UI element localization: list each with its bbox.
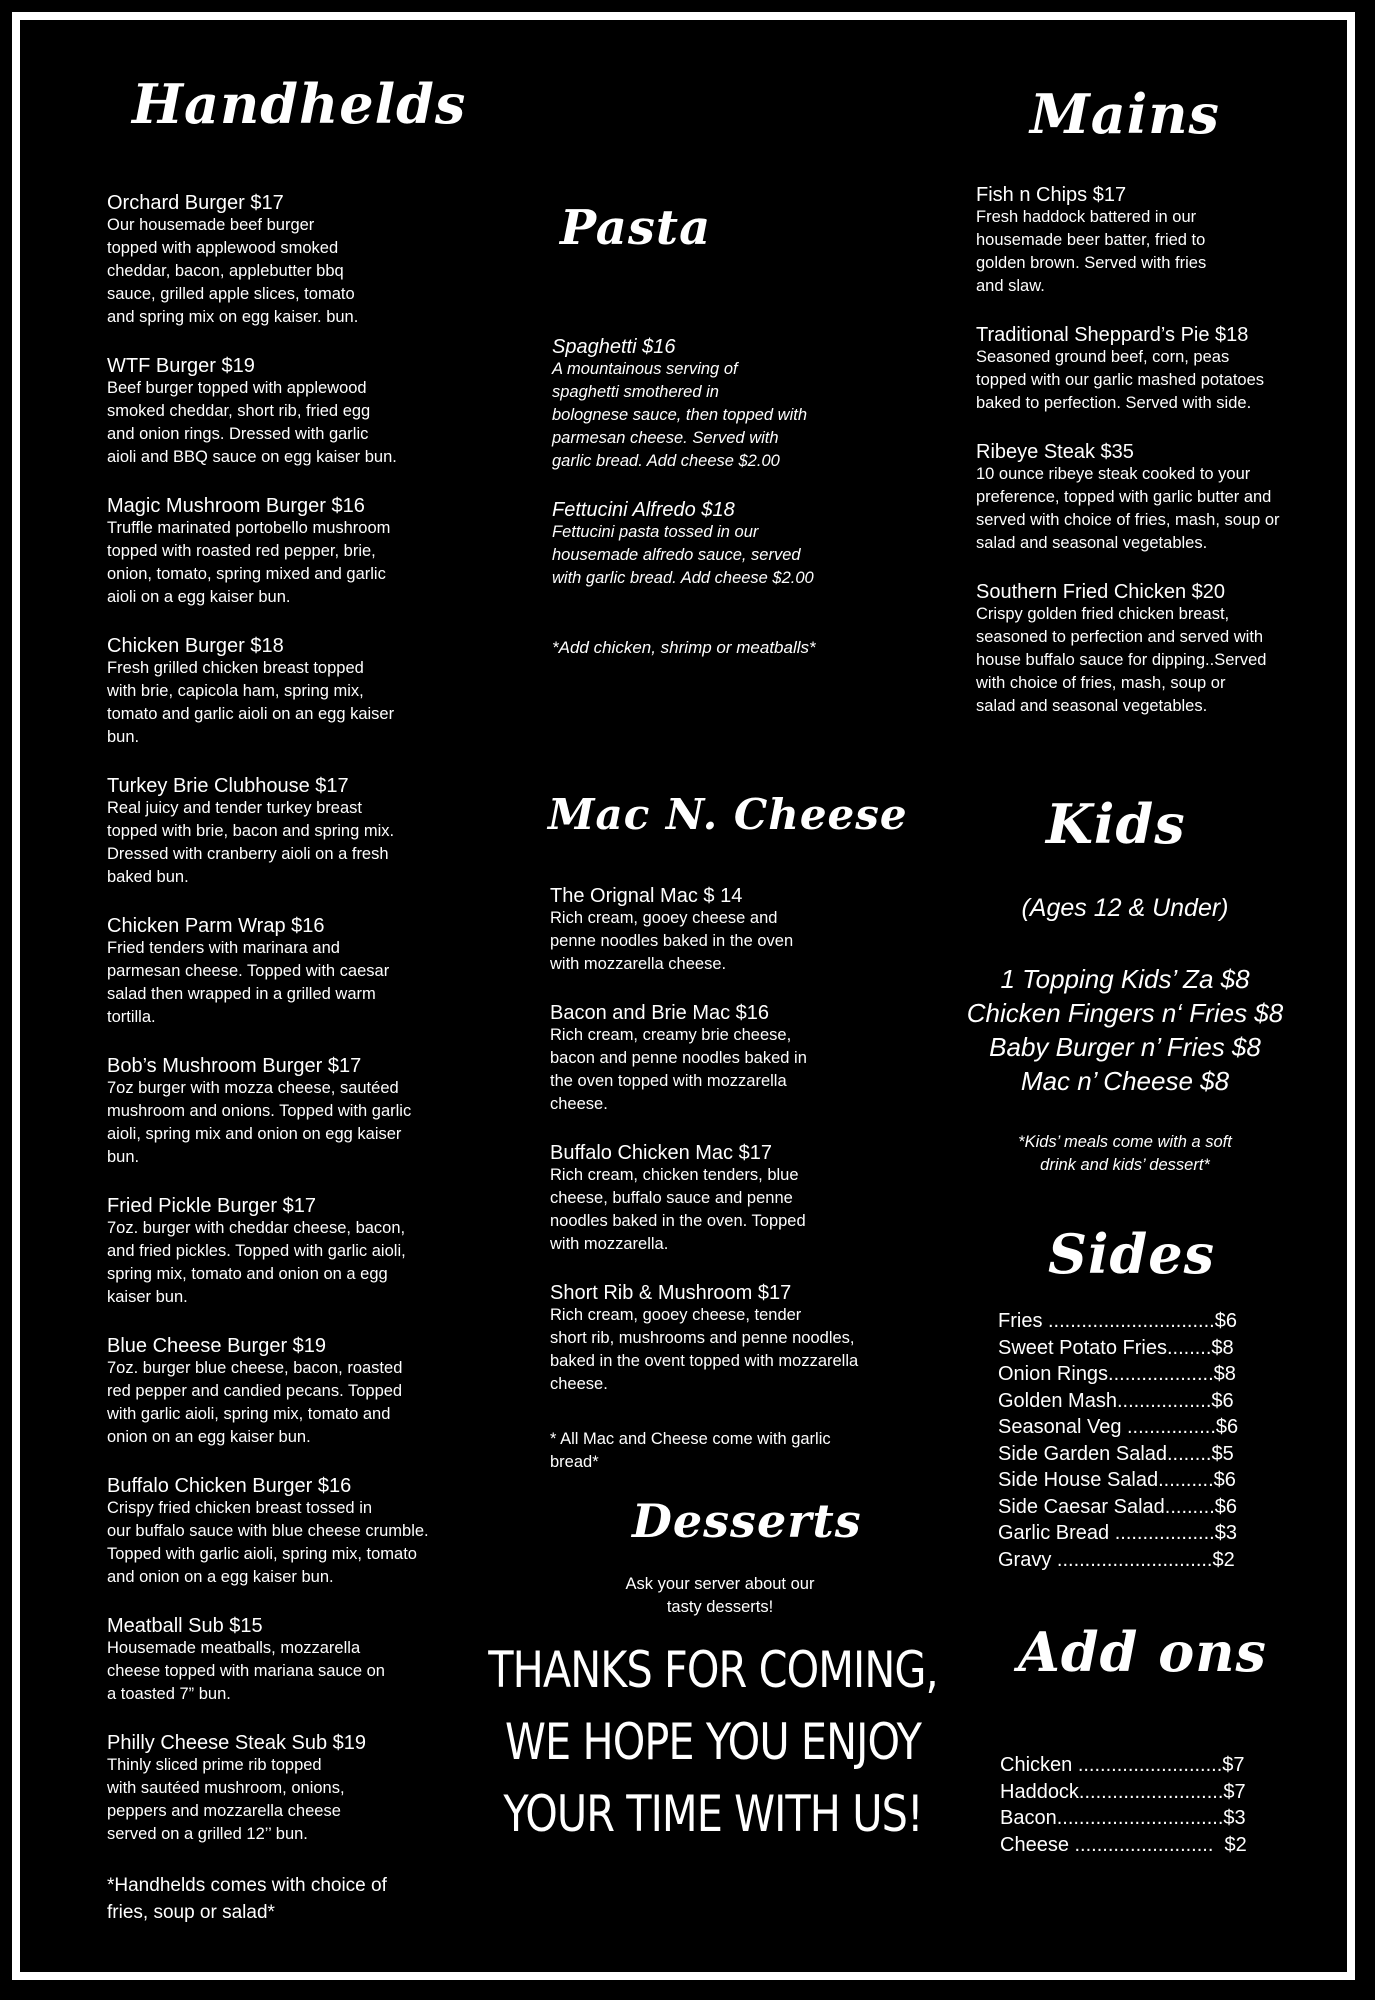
menu-item-name: Fried Pickle Burger $17 (107, 1195, 316, 1217)
sides-item: Onion Rings...................$8 (998, 1363, 1236, 1385)
menu-item (550, 885, 930, 976)
mains-title: Mains (1030, 82, 1220, 146)
menu-item (107, 1732, 507, 1846)
menu-item-desc-line: Beef burger topped with applewood (107, 379, 367, 397)
menu-item-desc-line: Fresh haddock battered in our (976, 208, 1197, 226)
addons-title: Add ons (1018, 1620, 1267, 1684)
menu-item-desc-line: house buffalo sauce for dipping..Served (976, 651, 1267, 669)
handhelds-note-line: *Handhelds comes with choice of (107, 1875, 387, 1896)
menu-item-desc-line: A mountainous serving of (552, 360, 738, 378)
sides-item: Fries ..............................$6 (998, 1310, 1237, 1332)
menu-item-desc-line: salad then wrapped in a grilled warm (107, 985, 376, 1003)
sides-item: Side Caesar Salad.........$6 (998, 1495, 1238, 1518)
kids-list (925, 962, 1325, 1098)
menu-item-desc-line: golden brown. Served with fries (976, 254, 1207, 272)
kids-note-line: drink and kids’ dessert* (1040, 1156, 1210, 1174)
menu-item-desc-line: Fettucini pasta tossed in our (552, 523, 759, 541)
menu-item-desc-line: aioli, spring mix and onion on egg kaiser (107, 1125, 402, 1143)
menu-item-desc-line: housemade alfredo sauce, served (552, 546, 801, 564)
menu-item-desc-line: short rib, mushrooms and penne noodles, (550, 1329, 855, 1347)
thanks-line: THANKS FOR COMING, (488, 1641, 938, 1699)
sides-item: Seasonal Veg ................$6 (998, 1416, 1239, 1438)
menu-item-desc-line: a toasted 7” bun. (107, 1685, 231, 1703)
thanks-line: WE HOPE YOU ENJOY (505, 1713, 921, 1771)
menu-item-desc-line: noodles baked in the oven. Topped (550, 1212, 806, 1230)
menu-item-desc-line: Topped with garlic aioli, spring mix, tomato (107, 1545, 417, 1563)
menu-item-desc-line: mushroom and onions. Topped with garlic (107, 1102, 412, 1120)
menu-item-desc-line: onion on an egg kaiser bun. (107, 1428, 311, 1446)
kids-item: Mac n’ Cheese $8 (1020, 1066, 1230, 1096)
sides-item: Gravy ............................$2 (998, 1548, 1235, 1571)
menu-item-desc-line: Crispy fried chicken breast tossed in (107, 1499, 373, 1517)
menu-item-name: Southern Fried Chicken $20 (976, 581, 1226, 603)
menu-item-desc-line: 7oz. burger blue cheese, bacon, roasted (107, 1359, 403, 1377)
menu-item-desc-line: topped with our garlic mashed potatoes (976, 371, 1265, 389)
kids-item: Chicken Fingers n‘ Fries $8 (966, 998, 1284, 1028)
menu-item-desc-line: served with choice of fries, mash, soup or (976, 511, 1280, 529)
handhelds-note-line: fries, soup or salad* (107, 1902, 275, 1923)
menu-item-desc-line: and onion on a egg kaiser bun. (107, 1568, 334, 1586)
menu-item (976, 441, 1346, 555)
mac-note-line: * All Mac and Cheese come with garlic (550, 1430, 831, 1448)
desserts-title: Desserts (632, 1494, 862, 1548)
mac-note (550, 1428, 930, 1474)
menu-item-name: Orchard Burger $17 (107, 192, 284, 214)
menu-item-name: Bob’s Mushroom Burger $17 (107, 1055, 362, 1077)
menu-item-desc-line: parmesan cheese. Topped with caesar (107, 962, 390, 980)
menu-item (976, 324, 1346, 415)
menu-item (552, 499, 872, 590)
menu-item-name: Fettucini Alfredo $18 (552, 499, 735, 521)
pasta-title: Pasta (560, 200, 712, 256)
menu-item-desc-line: housemade beer batter, fried to (976, 231, 1206, 249)
menu-item-desc-line: red pepper and candied pecans. Topped (107, 1382, 403, 1400)
menu-item-desc-line: cheese topped with mariana sauce on (107, 1662, 385, 1680)
menu-item-name: Magic Mushroom Burger $16 (107, 495, 365, 517)
menu-item-name: Buffalo Chicken Burger $16 (107, 1475, 352, 1497)
thanks-message (488, 1634, 939, 1850)
menu-item-desc-line: 7oz burger with mozza cheese, sautéed (107, 1079, 399, 1097)
menu-item-desc-line: aioli on a egg kaiser bun. (107, 588, 291, 606)
menu-item-desc-line: sauce, grilled apple slices, tomato (107, 285, 355, 303)
mac-title: Mac N. Cheese (548, 790, 908, 839)
menu-item-name: WTF Burger $19 (107, 355, 255, 377)
menu-item-desc-line: with garlic aioli, spring mix, tomato and (107, 1405, 391, 1423)
kids-note-line: *Kids’ meals come with a soft (1018, 1133, 1232, 1151)
menu-item (550, 1002, 930, 1116)
menu-item-desc-line: Our housemade beef burger (107, 216, 315, 234)
menu-item (107, 1615, 507, 1706)
menu-item-desc-line: and slaw. (976, 277, 1045, 295)
menu-item-desc-line: spring mix, tomato and onion on a egg (107, 1265, 388, 1283)
menu-item-desc-line: Dressed with cranberry aioli on a fresh (107, 845, 389, 863)
sides-list (998, 1308, 1318, 1573)
menu-item-name: Philly Cheese Steak Sub $19 (107, 1732, 367, 1754)
menu-item-desc-line: Fresh grilled chicken breast topped (107, 659, 364, 677)
menu-item-desc-line: Crispy golden fried chicken breast, (976, 605, 1230, 623)
mains-list (976, 184, 1346, 744)
menu-item-desc-line: garlic bread. Add cheese $2.00 (552, 452, 780, 470)
menu-item-desc-line: baked to perfection. Served with side. (976, 394, 1252, 412)
sides-item: Side Garden Salad........$5 (998, 1442, 1234, 1465)
menu-item-desc-line: Rich cream, gooey cheese and (550, 909, 778, 927)
menu-item-desc-line: and onion rings. Dressed with garlic (107, 425, 369, 443)
sides-item: Side House Salad..........$6 (998, 1469, 1236, 1491)
menu-item-name: Ribeye Steak $35 (976, 441, 1134, 463)
menu-item-desc-line: topped with roasted red pepper, brie, (107, 542, 376, 560)
menu-item-desc-line: seasoned to perfection and served with (976, 628, 1264, 646)
menu-item-name: Traditional Sheppard’s Pie $18 (976, 324, 1249, 346)
menu-item-desc-line: with choice of fries, mash, soup or (976, 674, 1226, 692)
menu-item-desc-line: Rich cream, creamy brie cheese, (550, 1026, 792, 1044)
addon-item: Cheese ......................... $2 (1000, 1833, 1247, 1856)
addons-list (1000, 1752, 1320, 1858)
menu-item-desc-line: baked in the ovent topped with mozzarella (550, 1352, 859, 1370)
menu-item (107, 495, 507, 609)
menu-item (107, 635, 507, 749)
menu-item-desc-line: Fried tenders with marinara and (107, 939, 340, 957)
desserts-text-line: tasty desserts! (666, 1598, 774, 1616)
menu-item-desc-line: with brie, capicola ham, spring mix, (107, 682, 364, 700)
menu-item (976, 581, 1346, 718)
menu-item-desc-line: salad and seasonal vegetables. (976, 697, 1208, 715)
menu-item-desc-line: preference, topped with garlic butter and (976, 488, 1272, 506)
menu-item-desc-line: cheddar, bacon, applebutter bbq (107, 262, 344, 280)
menu-item (552, 336, 872, 473)
menu-item-desc-line: Rich cream, chicken tenders, blue (550, 1166, 799, 1184)
menu-item-desc-line: spaghetti smothered in (552, 383, 719, 401)
menu-item-desc-line: bun. (107, 728, 140, 746)
menu-item-desc-line: tortilla. (107, 1008, 156, 1026)
pasta-list (552, 336, 872, 616)
handhelds-title: Handhelds (132, 72, 467, 136)
handhelds-note (107, 1872, 507, 1926)
menu-item-desc-line: tomato and garlic aioli on an egg kaiser (107, 705, 395, 723)
sides-item: Golden Mash.................$6 (998, 1389, 1234, 1412)
menu-item-desc-line: parmesan cheese. Served with (552, 429, 779, 447)
menu-item-desc-line: with mozzarella cheese. (550, 955, 727, 973)
menu-item-desc-line: cheese. (550, 1095, 608, 1113)
menu-item-name: Buffalo Chicken Mac $17 (550, 1142, 772, 1164)
mac-list (550, 885, 930, 1422)
menu-item (976, 184, 1346, 298)
menu-item-name: Meatball Sub $15 (107, 1615, 263, 1637)
addon-item: Bacon..............................$3 (1000, 1807, 1246, 1829)
menu-item (107, 1475, 507, 1589)
menu-item-desc-line: with sautéed mushroom, onions, (107, 1779, 345, 1797)
thanks-line: YOUR TIME WITH US! (503, 1785, 923, 1843)
menu-item (107, 915, 507, 1029)
menu-item-desc-line: bolognese sauce, then topped with (552, 406, 808, 424)
kids-item: Baby Burger n’ Fries $8 (989, 1032, 1261, 1062)
menu-item-desc-line: topped with applewood smoked (107, 239, 339, 257)
desserts-text-line: Ask your server about our (625, 1575, 815, 1593)
menu-item-desc-line: Seasoned ground beef, corn, peas (976, 348, 1230, 366)
sides-item: Garlic Bread ..................$3 (998, 1522, 1237, 1544)
menu-item-desc-line: cheese. (550, 1375, 608, 1393)
menu-item-desc-line: penne noodles baked in the oven (550, 932, 794, 950)
menu-item-name: The Orignal Mac $ 14 (550, 885, 743, 907)
menu-item-name: Short Rib & Mushroom $17 (550, 1282, 792, 1304)
menu-item (550, 1282, 930, 1396)
menu-item (107, 1195, 507, 1309)
menu-item-desc-line: onion, tomato, spring mixed and garlic (107, 565, 386, 583)
menu-item (107, 1335, 507, 1449)
menu-item-desc-line: with garlic bread. Add cheese $2.00 (552, 569, 814, 587)
menu-item-name: Chicken Parm Wrap $16 (107, 915, 325, 937)
menu-item-desc-line: topped with brie, bacon and spring mix. (107, 822, 395, 840)
menu-item-desc-line: smoked cheddar, short rib, fried egg (107, 402, 371, 420)
menu-item-name: Bacon and Brie Mac $16 (550, 1002, 770, 1024)
menu-item-desc-line: the oven topped with mozzarella (550, 1072, 787, 1090)
menu-item-name: Chicken Burger $18 (107, 635, 284, 657)
menu-item-desc-line: peppers and mozzarella cheese (107, 1802, 341, 1820)
menu-item-name: Spaghetti $16 (552, 336, 676, 358)
menu-item-desc-line: kaiser bun. (107, 1288, 188, 1306)
menu-item-desc-line: 7oz. burger with cheddar cheese, bacon, (107, 1219, 406, 1237)
menu-item (107, 1055, 507, 1169)
mac-note-line: bread* (550, 1453, 599, 1471)
sides-title: Sides (1048, 1222, 1216, 1286)
pasta-note: *Add chicken, shrimp or meatballs* (552, 638, 816, 657)
menu-item-desc-line: Thinly sliced prime rib topped (107, 1756, 322, 1774)
menu-item-desc-line: Rich cream, gooey cheese, tender (550, 1306, 802, 1324)
menu-item-name: Fish n Chips $17 (976, 184, 1127, 206)
addon-item: Chicken ..........................$7 (1000, 1754, 1245, 1776)
menu-item-desc-line: salad and seasonal vegetables. (976, 534, 1208, 552)
menu-item (550, 1142, 930, 1256)
menu-item (107, 192, 507, 329)
menu-item-desc-line: Truffle marinated portobello mushroom (107, 519, 391, 537)
menu-item-desc-line: bun. (107, 1148, 140, 1166)
desserts-text (560, 1573, 880, 1619)
kids-note (940, 1131, 1310, 1177)
menu-item-desc-line: and fried pickles. Topped with garlic aioli, (107, 1242, 406, 1260)
menu-item-name: Turkey Brie Clubhouse $17 (107, 775, 349, 797)
menu-item-desc-line: with mozzarella. (550, 1235, 669, 1253)
menu-item-desc-line: Real juicy and tender turkey breast (107, 799, 362, 817)
menu-item-desc-line: served on a grilled 12’’ bun. (107, 1825, 308, 1843)
menu-item-desc-line: bacon and penne noodles baked in (550, 1049, 807, 1067)
menu-item (107, 775, 507, 889)
kids-title: Kids (1046, 792, 1186, 856)
kids-ages: (Ages 12 & Under) (1021, 894, 1229, 922)
sides-item: Sweet Potato Fries........$8 (998, 1336, 1234, 1359)
kids-item: 1 Topping Kids’ Za $8 (1000, 964, 1250, 994)
menu-item-desc-line: baked bun. (107, 868, 189, 886)
menu-item-desc-line: cheese, buffalo sauce and penne (550, 1189, 793, 1207)
menu-item-desc-line: our buffalo sauce with blue cheese crumble. (107, 1522, 429, 1540)
menu-item-desc-line: Housemade meatballs, mozzarella (107, 1639, 361, 1657)
addon-item: Haddock..........................$7 (1000, 1780, 1246, 1803)
menu-item-desc-line: and spring mix on egg kaiser. bun. (107, 308, 359, 326)
menu-item-desc-line: aioli and BBQ sauce on egg kaiser bun. (107, 448, 397, 466)
handhelds-list (107, 192, 507, 1926)
menu-item (107, 355, 507, 469)
menu-item-name: Blue Cheese Burger $19 (107, 1335, 327, 1357)
menu-item-desc-line: 10 ounce ribeye steak cooked to your (976, 465, 1251, 483)
